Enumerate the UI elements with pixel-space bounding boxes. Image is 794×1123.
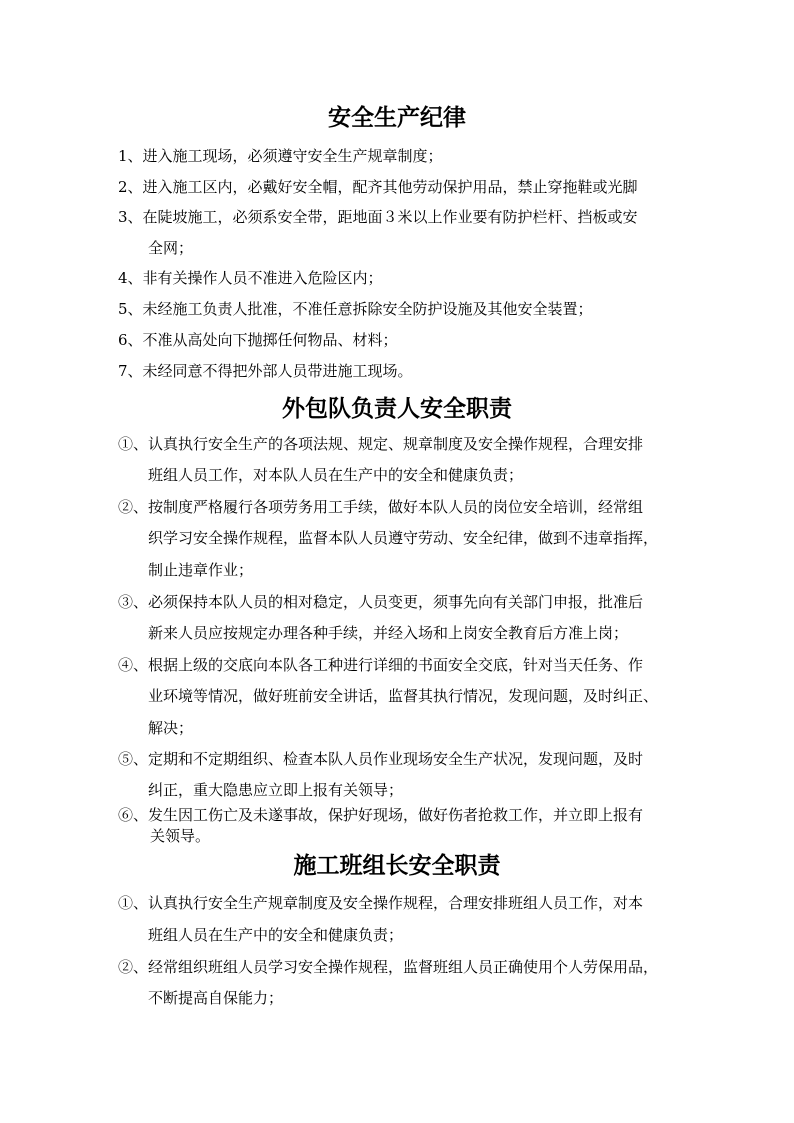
list-item: 3、在陡坡施工，必须系安全带，距地面３米以上作业要有防护栏杆、挡板或安 — [118, 208, 638, 226]
list-item: ②、按制度严格履行各项劳务用工手续，做好本队人员的岗位安全培训，经常组 — [118, 498, 644, 516]
list-item: ①、认真执行安全生产的各项法规、规定、规章制度及安全操作规程，合理安排 — [118, 435, 644, 453]
section-title-team-leader-duties: 施工班组长安全职责 — [293, 852, 501, 879]
list-item-continuation: 新来人员应按规定办理各种手续，并经入场和上岗安全教育后方准上岗； — [148, 624, 629, 642]
list-item: 2、进入施工区内，必戴好安全帽，配齐其他劳动保护用品，禁止穿拖鞋或光脚 — [118, 178, 638, 196]
list-item: 1、进入施工现场，必须遵守安全生产规章制度； — [118, 147, 443, 165]
list-item-continuation: 班组人员在生产中的安全和健康负责； — [148, 926, 404, 944]
list-item-continuation: 不断提高自保能力； — [148, 989, 284, 1007]
list-item-continuation: 业环境等情况，做好班前安全讲话，监督其执行情况，发现问题，及时纠正、 — [148, 687, 659, 705]
list-item: ②、经常组织班组人员学习安全操作规程，监督班组人员正确使用个人劳保用品， — [118, 958, 659, 976]
list-item: ③、必须保持本队人员的相对稳定，人员变更，须事先向有关部门申报，批准后 — [118, 593, 644, 611]
list-item: ①、认真执行安全生产规章制度及安全操作规程，合理安排班组人员工作，对本 — [118, 894, 644, 912]
list-item: ⑤、定期和不定期组织、检查本队人员作业现场安全生产状况，发现问题，及时 — [118, 750, 644, 768]
list-item-continuation: 关领导。 — [150, 827, 211, 845]
list-item: 7、未经同意不得把外部人员带进施工现场。 — [118, 362, 413, 380]
list-item: 4、非有关操作人员不准进入危险区内； — [118, 269, 383, 287]
list-item-continuation: 班组人员工作，对本队人员在生产中的安全和健康负责； — [148, 466, 524, 484]
list-item-continuation: 纠正，重大隐患应立即上报有关领导； — [148, 781, 404, 799]
section-title-contractor-leader-duties: 外包队负责人安全职责 — [282, 395, 512, 422]
list-item-continuation: 制止违章作业； — [148, 561, 254, 579]
list-item: ④、根据上级的交底向本队各工种进行详细的书面安全交底，针对当天任务、作 — [118, 656, 644, 674]
section-title-safety-discipline: 安全生产纪律 — [328, 104, 466, 131]
list-item: 6、不准从高处向下抛掷任何物品、材料； — [118, 331, 398, 349]
list-item: ⑥、发生因工伤亡及未遂事故，保护好现场，做好伤者抢救工作，并立即上报有 — [118, 806, 644, 824]
list-item-continuation: 织学习安全操作规程，监督本队人员遵守劳动、安全纪律，做到不违章指挥， — [148, 529, 659, 547]
list-item-continuation: 全网； — [148, 239, 194, 257]
list-item: 5、未经施工负责人批准，不准任意拆除安全防护设施及其他安全装置； — [118, 300, 593, 318]
list-item-continuation: 解决； — [148, 719, 194, 737]
